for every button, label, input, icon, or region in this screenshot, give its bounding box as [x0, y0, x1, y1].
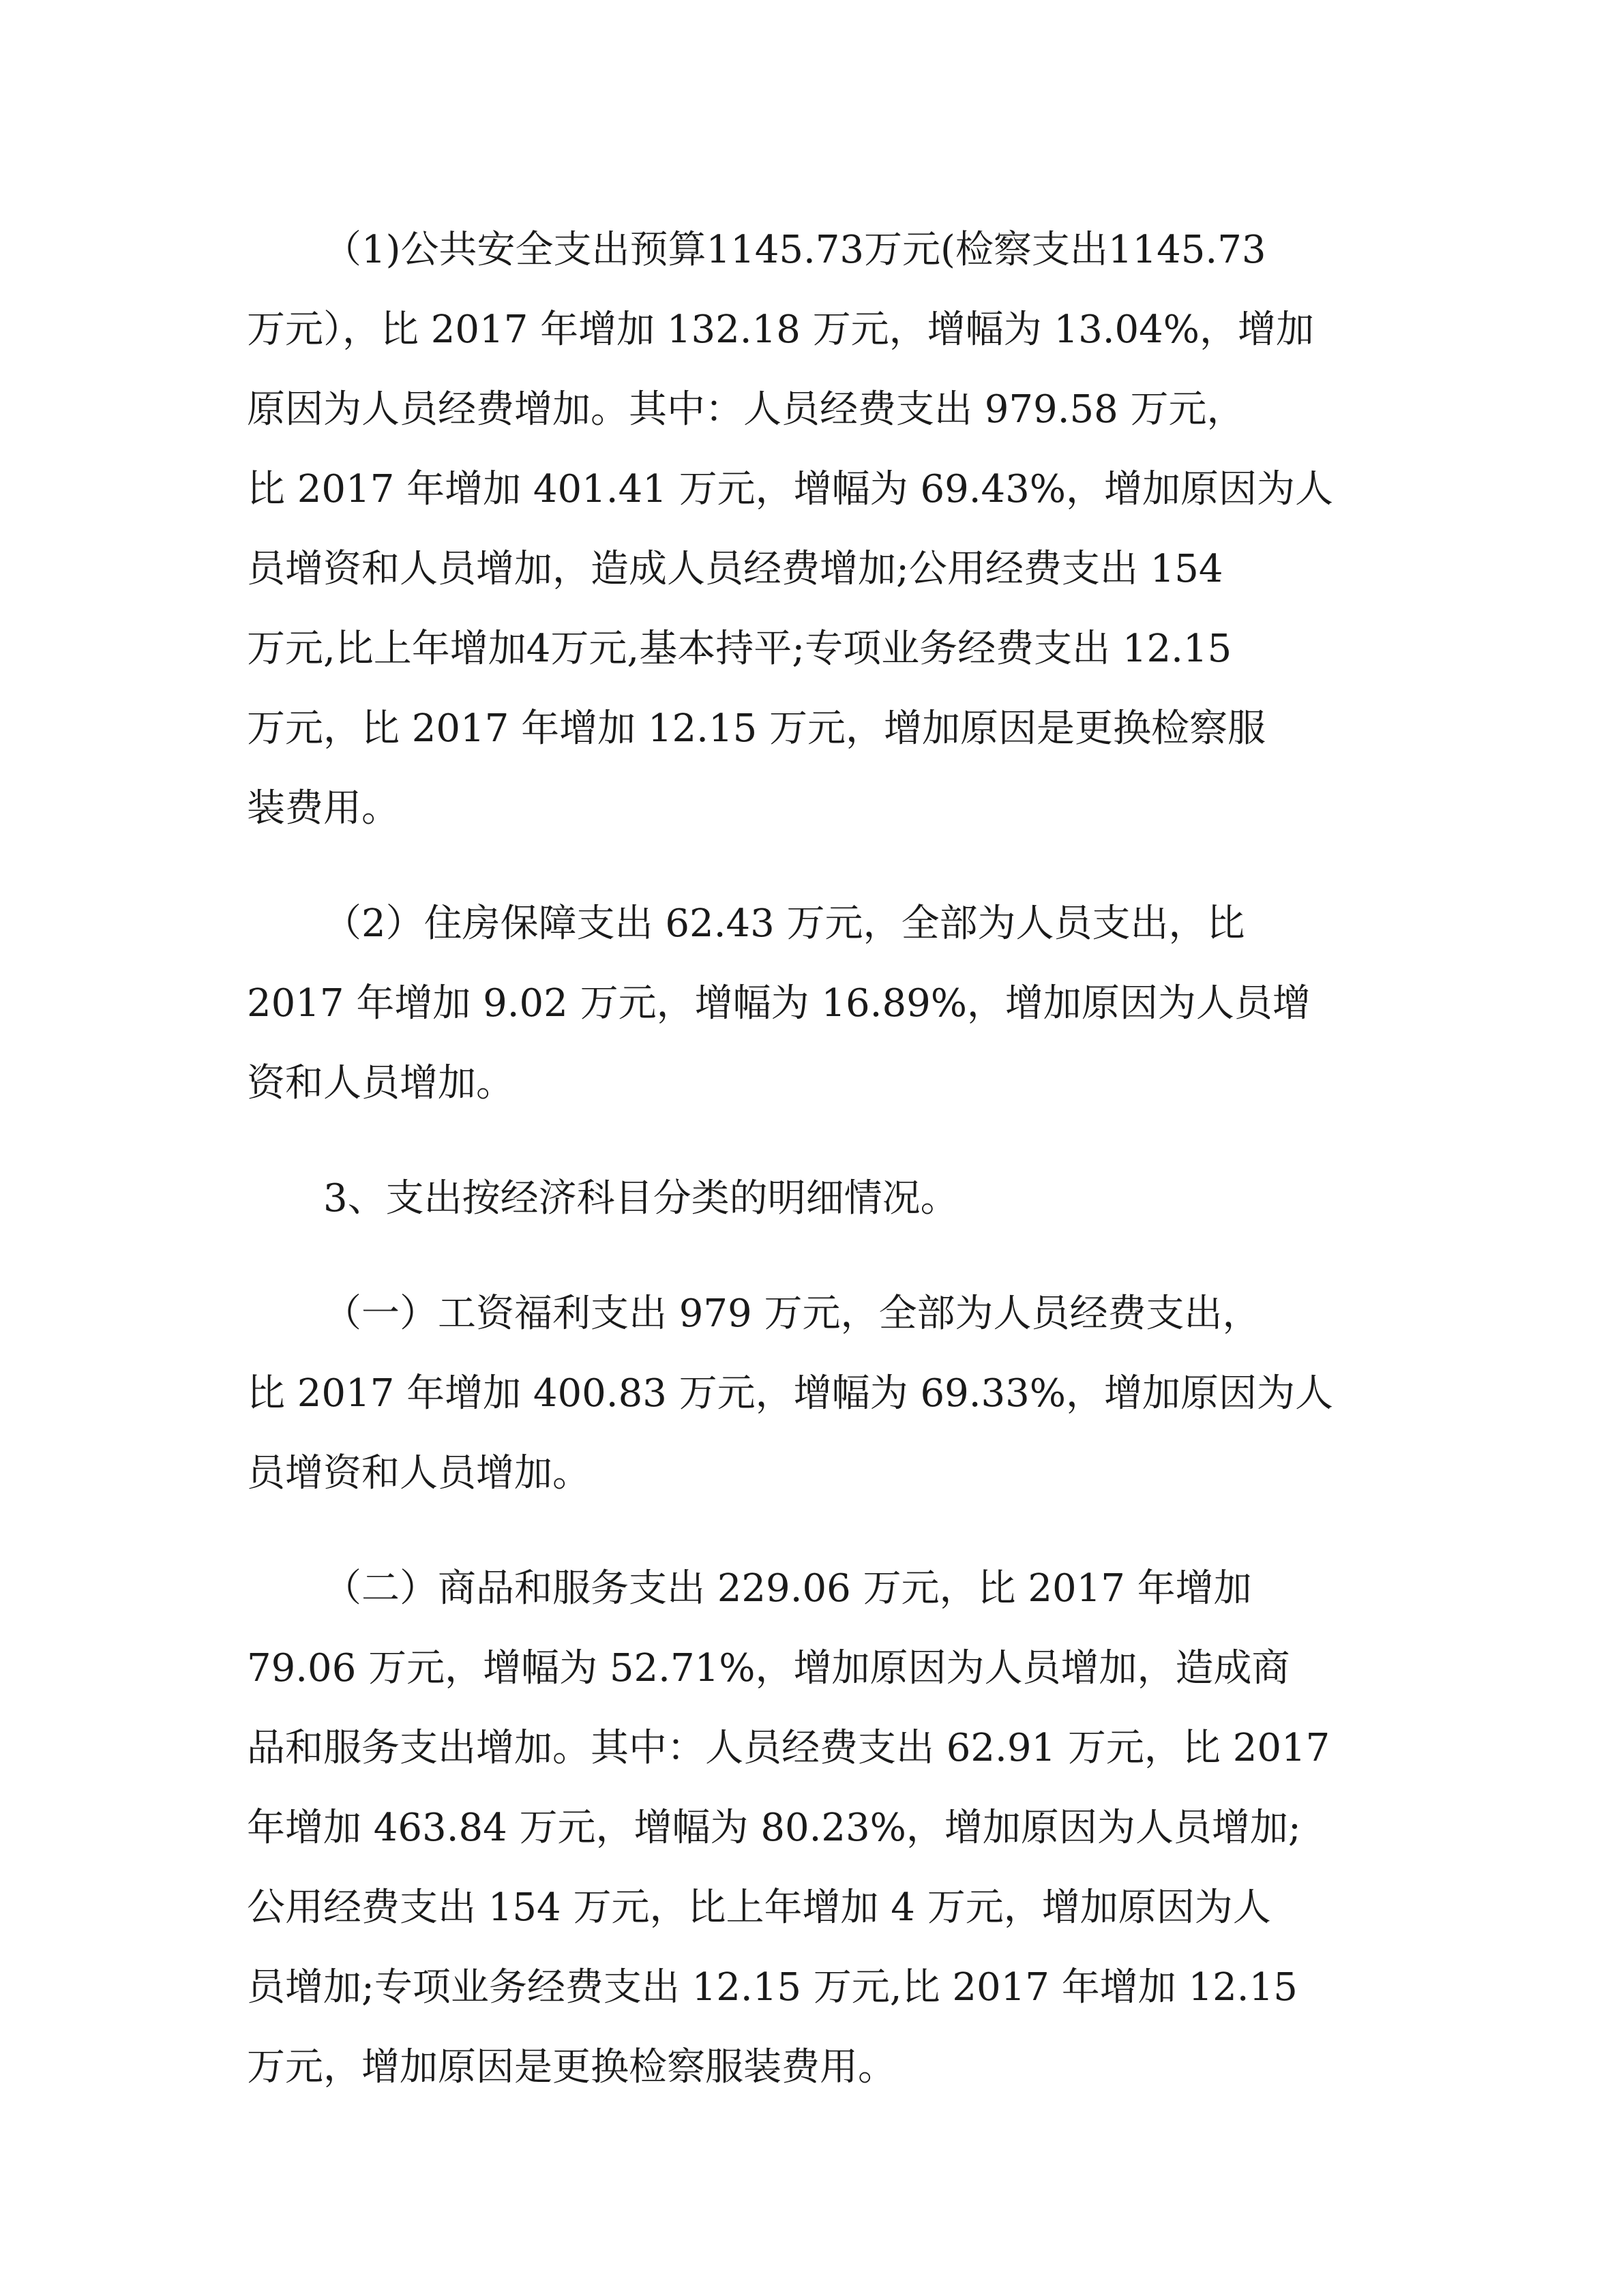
- text-line: 万元，比 2017 年增加 12.15 万元，增加原因是更换检察服: [247, 706, 1266, 751]
- text-line: 年增加 463.84 万元，增幅为 80.23%，增加原因为人员增加;: [247, 1806, 1301, 1850]
- text-line: 万元,比上年增加4万元,基本持平;专项业务经费支出 12.15: [247, 627, 1232, 671]
- text-line: 万元），比 2017 年增加 132.18 万元，增幅为 13.04%，增加: [247, 308, 1314, 352]
- document-body: [247, 210, 1390, 2107]
- text-line: 员增加;专项业务经费支出 12.15 万元,比 2017 年增加 12.15: [247, 1965, 1298, 2010]
- text-line: 万元，增加原因是更换检察服装费用。: [247, 2045, 896, 2089]
- text-line: （1)公共安全支出预算1145.73万元(检察支出1145.73: [323, 228, 1266, 272]
- text-line: （二）商品和服务支出 229.06 万元，比 2017 年增加: [323, 1566, 1252, 1611]
- paragraph-public-security-expenditure: [247, 210, 1390, 848]
- paragraph-salary-welfare: [247, 1274, 1390, 1513]
- text-line: 2017 年增加 9.02 万元，增幅为 16.89%，增加原因为人员增: [247, 981, 1311, 1026]
- text-line: （一）工资福利支出 979 万元，全部为人员经费支出，: [323, 1292, 1261, 1336]
- paragraph-housing-expenditure: [247, 884, 1390, 1123]
- text-line: 公用经费支出 154 万元，比上年增加 4 万元，增加原因为人: [247, 1885, 1271, 1930]
- text-line: 资和人员增加。: [247, 1061, 514, 1105]
- text-line: 员增资和人员增加，造成人员经费增加;公用经费支出 154: [247, 547, 1223, 591]
- text-line: 比 2017 年增加 401.41 万元，增幅为 69.43%，增加原因为人: [247, 467, 1333, 511]
- text-line: 3、支出按经济科目分类的明细情况。: [323, 1176, 959, 1221]
- text-line: 品和服务支出增加。其中：人员经费支出 62.91 万元，比 2017: [247, 1726, 1330, 1770]
- text-line: 员增资和人员增加。: [247, 1451, 591, 1495]
- text-line: 装费用。: [247, 786, 400, 831]
- text-line: 原因为人员经费增加。其中：人员经费支出 979.58 万元，: [247, 387, 1245, 432]
- paragraph-goods-services: [247, 1549, 1390, 2107]
- text-line: （2）住房保障支出 62.43 万元，全部为人员支出，比: [323, 901, 1245, 946]
- text-line: 比 2017 年增加 400.83 万元，增幅为 69.33%，增加原因为人: [247, 1371, 1333, 1416]
- paragraph-section-heading: [247, 1159, 1390, 1238]
- text-line: 79.06 万元，增幅为 52.71%，增加原因为人员增加，造成商: [247, 1646, 1290, 1690]
